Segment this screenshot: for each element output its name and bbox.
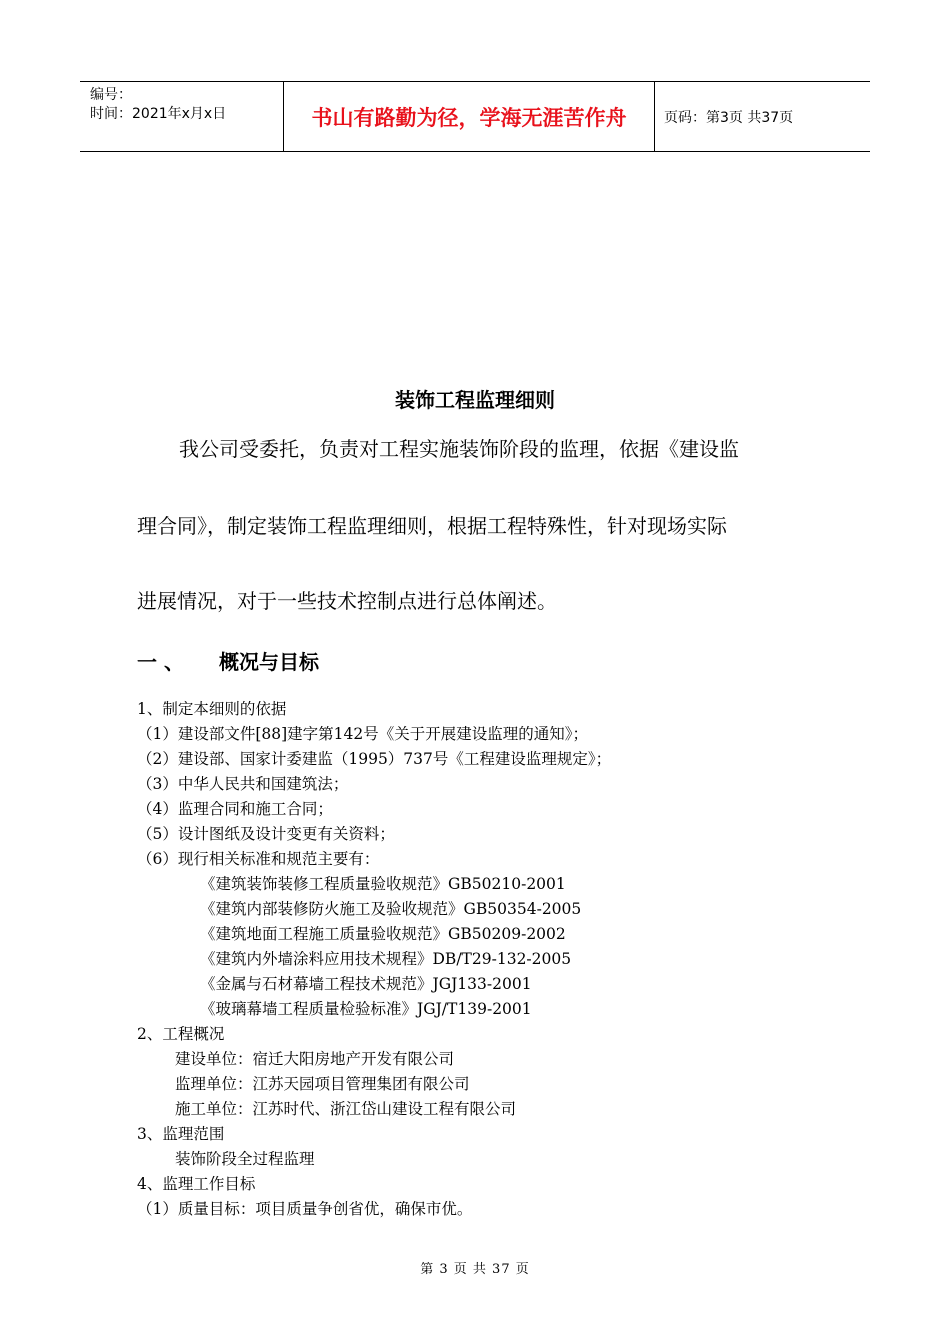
list-item: 《金属与石材幕墙工程技术规范》JGJ133-2001 bbox=[200, 975, 532, 993]
list-item: 《玻璃幕墙工程质量检验标准》JGJ/T139-2001 bbox=[200, 1000, 532, 1018]
list-item: 1、制定本细则的依据 bbox=[137, 700, 287, 718]
header-motto: 书山有路勤为径，学海无涯苦作舟 bbox=[283, 82, 655, 151]
list-item: 《建筑内部装修防火施工及验收规范》GB50354-2005 bbox=[200, 900, 582, 918]
document-title: 装饰工程监理细则 bbox=[395, 388, 555, 412]
number-label: 编号： bbox=[90, 87, 132, 103]
list-item: 3、监理范围 bbox=[137, 1125, 225, 1143]
section-heading bbox=[137, 646, 319, 675]
header-page-info: 页码：第3页 共37页 bbox=[664, 109, 794, 126]
list-item: 4、监理工作目标 bbox=[137, 1175, 256, 1193]
header-meta bbox=[80, 82, 283, 151]
list-item: 建设单位：宿迁大阳房地产开发有限公司 bbox=[175, 1050, 455, 1068]
list-item: 《建筑装饰装修工程质量验收规范》GB50210-2001 bbox=[200, 875, 566, 893]
list-item: 《建筑内外墙涂料应用技术规程》DB/T29-132-2005 bbox=[200, 950, 572, 968]
list-item: （5）设计图纸及设计变更有关资料； bbox=[137, 825, 395, 843]
content-list bbox=[137, 697, 837, 1222]
list-item: 装饰阶段全过程监理 bbox=[175, 1150, 315, 1168]
list-item: 2、工程概况 bbox=[137, 1025, 225, 1043]
list-item: （3）中华人民共和国建筑法； bbox=[137, 775, 349, 793]
list-item: （2）建设部、国家计委建监（1995）737号《工程建设监理规定》； bbox=[137, 750, 612, 768]
list-item: 监理单位：江苏天园项目管理集团有限公司 bbox=[175, 1075, 470, 1093]
list-item: （6）现行相关标准和规范主要有： bbox=[137, 850, 380, 868]
time-label: 时间：2021年x月x日 bbox=[90, 106, 227, 122]
list-item: （1）质量目标：项目质量争创省优，确保市优。 bbox=[137, 1200, 473, 1218]
list-item: （1）建设部文件[88]建字第142号《关于开展建设监理的通知》； bbox=[137, 725, 589, 743]
list-item: 施工单位：江苏时代、浙江岱山建设工程有限公司 bbox=[175, 1100, 517, 1118]
header-table bbox=[80, 81, 870, 152]
intro-line-1: 我公司受委托，负责对工程实施装饰阶段的监理，依据《建设监 bbox=[179, 437, 739, 461]
section-number: 一 、 bbox=[137, 650, 184, 674]
intro-line-3: 进展情况，对于一些技术控制点进行总体阐述。 bbox=[137, 589, 557, 613]
list-item: 《建筑地面工程施工质量验收规范》GB50209-2002 bbox=[200, 925, 566, 943]
list-item: （4）监理合同和施工合同； bbox=[137, 800, 333, 818]
page-footer: 第 3 页 共 37 页 bbox=[420, 1262, 530, 1277]
section-title: 概况与目标 bbox=[219, 650, 319, 674]
intro-line-2: 理合同》，制定装饰工程监理细则，根据工程特殊性，针对现场实际 bbox=[137, 514, 727, 538]
